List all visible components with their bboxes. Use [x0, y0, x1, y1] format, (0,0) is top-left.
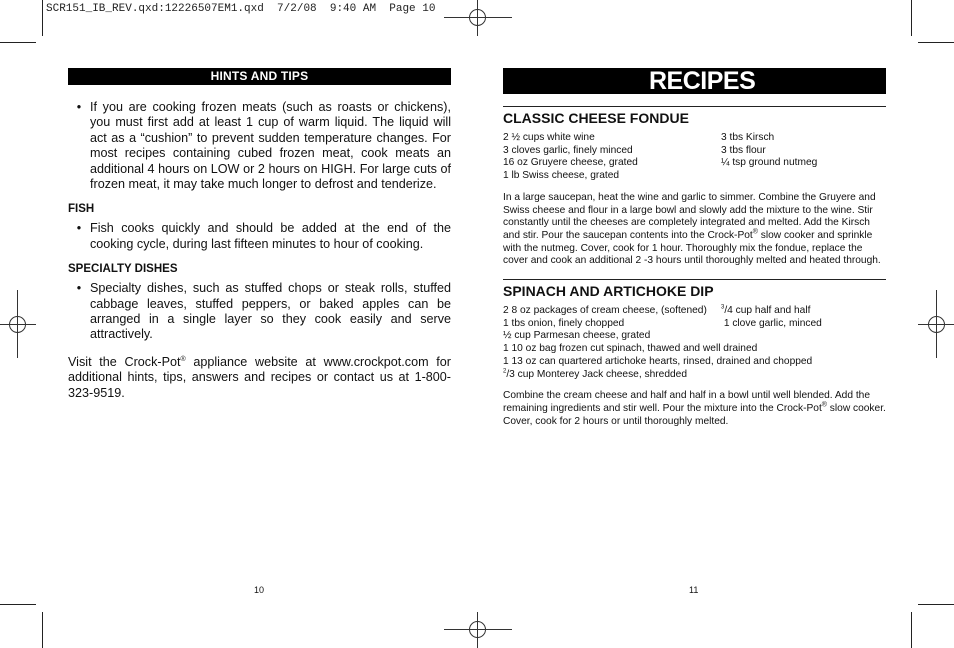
recipes-header: RECIPES [503, 68, 886, 94]
crop-mark [0, 604, 36, 605]
dip-title: SPINACH AND ARTICHOKE DIP [503, 283, 714, 300]
fondue-title: CLASSIC CHEESE FONDUE [503, 110, 689, 126]
dip-directions: Combine the cream cheese and half and half in a bowl until well blended. Add the remaining ingredients and stir well. Pour the mixture into the Crock-Pot® slow cooker. Cover, cook for 2 hours or until thoroughly melted. [503, 390, 886, 427]
specialty-tip: • Specialty dishes, such as stuffed chops or steak rolls, stuffed cabbage leaves, stuffed peppers, or baked apples can be arranged in a single layer so they cook easily and serve attractively. [68, 281, 451, 343]
frozen-meat-tip: • If you are cooking frozen meats (such as roasts or chickens), you must first add at least 1 cup of warm liquid. The liquid will act as a “cushion” to prevent sudden temperature changes. For most recipes containing cubed frozen meat, cook meats an additional 4 hours on LOW or 2 hours on HIGH. For large cuts of frozen meat, it may take much longer to defrost and tenderize. [68, 100, 451, 192]
left-page [68, 68, 451, 401]
specialty-heading: SPECIALTY DISHES [68, 263, 178, 276]
registration-mark-top [444, 0, 512, 36]
dip-ingredients-grid: 2 8 oz packages of cream cheese, (softened) $^3$/4 cup half and half 1 tbs onion, finely chopped 1 clove garlic, minced [503, 304, 822, 329]
fondue-directions: In a large saucepan, heat the wine and garlic to simmer. Combine the Gruyere and Swiss cheese and flour in a large bowl and slowly add the mixture to the wine. Stir constantly until the cheeses are completely integrated and melted. Add the Kirsch and stir. Pour the saucepan contents into the Crock-Pot® slow cooker and sprinkle with the nutmeg. Cover, cook for 1 hour. Thoroughly mix the fondue, replace the cover and cook an additional 2 -3 hours until thoroughly melted and heated through. [503, 191, 881, 267]
section-rule [503, 279, 886, 280]
bullet-icon: • [76, 281, 82, 296]
crop-mark [918, 604, 954, 605]
dip-ingredients-list: ½ cup Parmesan cheese, grated 1 10 oz bag frozen cut spinach, thawed and well drained 1 13 oz can quartered artichoke hearts, rinsed, drained and chopped $^2$/3 cup Monterey Jack cheese, shredded [503, 330, 813, 380]
file-slug: SCR151_IB_REV.qxd:12226507EM1.qxd 7/2/08 9:40 AM Page 10 [46, 3, 436, 15]
registration-mark-right [918, 290, 954, 358]
page-number-left: 10 [254, 585, 265, 595]
fondue-ingredients-col2: 3 tbs Kirsch 3 tbs flour ¼ tsp ground nutmeg [721, 132, 818, 169]
fondue-ingredients [503, 132, 886, 183]
bullet-icon: • [76, 221, 82, 236]
crop-mark [0, 42, 36, 43]
crop-mark [918, 42, 954, 43]
website-note: Visit the Crock-Pot® appliance website at www.crockpot.com for additional hints, tips, answers and recipes or contact us at 1-800-323-9519. [68, 354, 451, 400]
crop-mark [911, 612, 912, 648]
bullet-icon: • [76, 100, 82, 114]
crop-mark [911, 0, 912, 36]
right-page [503, 68, 886, 428]
section-rule [503, 106, 886, 107]
crop-mark [42, 0, 43, 36]
hints-and-tips-header: HINTS AND TIPS [68, 68, 451, 85]
page-number-right: 11 [689, 585, 699, 595]
crop-mark [42, 612, 43, 648]
fondue-ingredients-col1: 2 ½ cups white wine 3 cloves garlic, finely minced 16 oz Gruyere cheese, grated 1 lb Swiss cheese, grated [503, 132, 638, 182]
registration-mark-bottom [444, 612, 512, 648]
fish-heading: FISH [68, 203, 95, 216]
registration-mark-left [0, 290, 36, 358]
fish-tip: • Fish cooks quickly and should be added at the end of the cooking cycle, during last fifteen minutes to hour of cooking. [68, 221, 451, 252]
